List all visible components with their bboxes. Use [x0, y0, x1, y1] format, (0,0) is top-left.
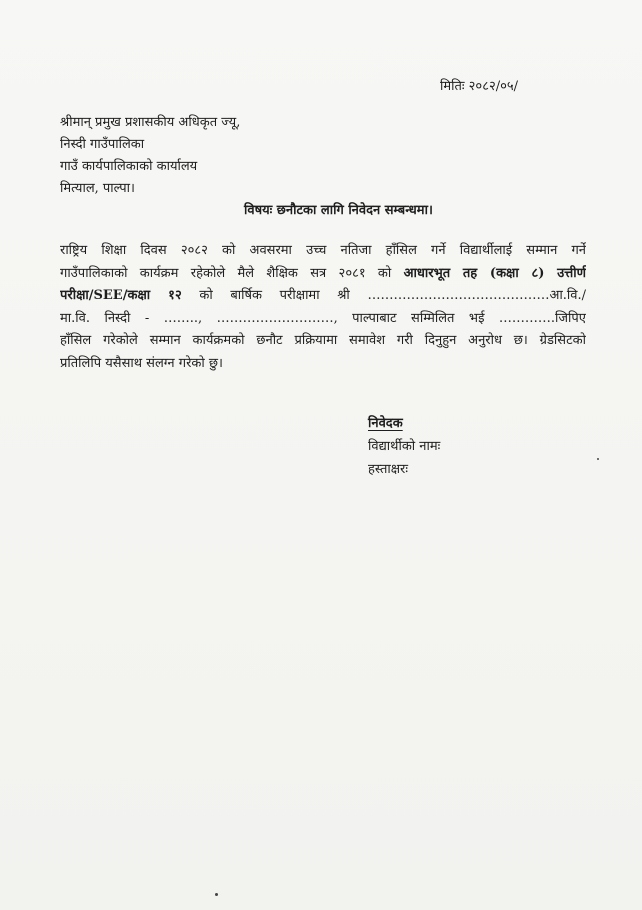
body-line-2-bold: आधारभूत तह (कक्षा ८) उत्तीर्ण	[403, 265, 586, 281]
body-line-5: हाँसिल गरेकोले सम्मान कार्यक्रमको छनौट प्रक्रियामा समावेश गरी दिनुहुन अनुरोध छ। ग्रेडसिटको	[60, 333, 586, 348]
addressee-block	[60, 112, 240, 200]
addressee-municipality: निस्दी गाउँपालिका	[60, 137, 145, 152]
addressee-title: श्रीमान् प्रमुख प्रशासकीय अधिकृत ज्यू,	[60, 115, 241, 130]
addressee-location: मित्याल, पाल्पा।	[60, 181, 135, 196]
body-line-4: मा.वि. निस्दी - …….., ………………………, पाल्पाबाट सम्मिलित भई ………….जिपिए	[60, 310, 586, 326]
body-line-3-text: को बार्षिक परीक्षामा श्री ……………………………………आ.वि./	[199, 288, 586, 303]
body-line-6: प्रतिलिपि यसैसाथ संलग्न गरेको छु।	[60, 355, 223, 371]
signature-block	[368, 412, 440, 481]
addressee-office: गाउँ कार्यपालिकाको कार्यालय	[60, 159, 198, 174]
body-line-1: राष्ट्रिय शिक्षा दिवस २०८२ को अवसरमा उच्च नतिजा हाँसिल गर्ने विद्यार्थीलाई सम्मान गर्ने	[60, 243, 586, 258]
date-line: मितिः २०८२/०५/	[440, 79, 518, 94]
letter-body	[60, 240, 586, 375]
paper-speck	[215, 893, 218, 896]
paper-speck	[597, 458, 599, 460]
subject-line: विषयः छनौटका लागि निवेदन सम्बन्धमा।	[244, 203, 433, 218]
signature-heading: निवेदक	[368, 416, 403, 431]
body-line-3	[60, 285, 586, 308]
body-line-2	[60, 263, 586, 286]
body-line-2-text: गाउँपालिकाको कार्यक्रम रहेकोले मैले शैक्षिक सत्र २०८१ को	[60, 265, 392, 281]
signature-label: हस्ताक्षरः	[368, 462, 409, 477]
body-line-3-bold: परीक्षा/SEE/कक्षा १२	[60, 288, 182, 303]
student-name-label: विद्यार्थीको नामः	[368, 439, 441, 454]
